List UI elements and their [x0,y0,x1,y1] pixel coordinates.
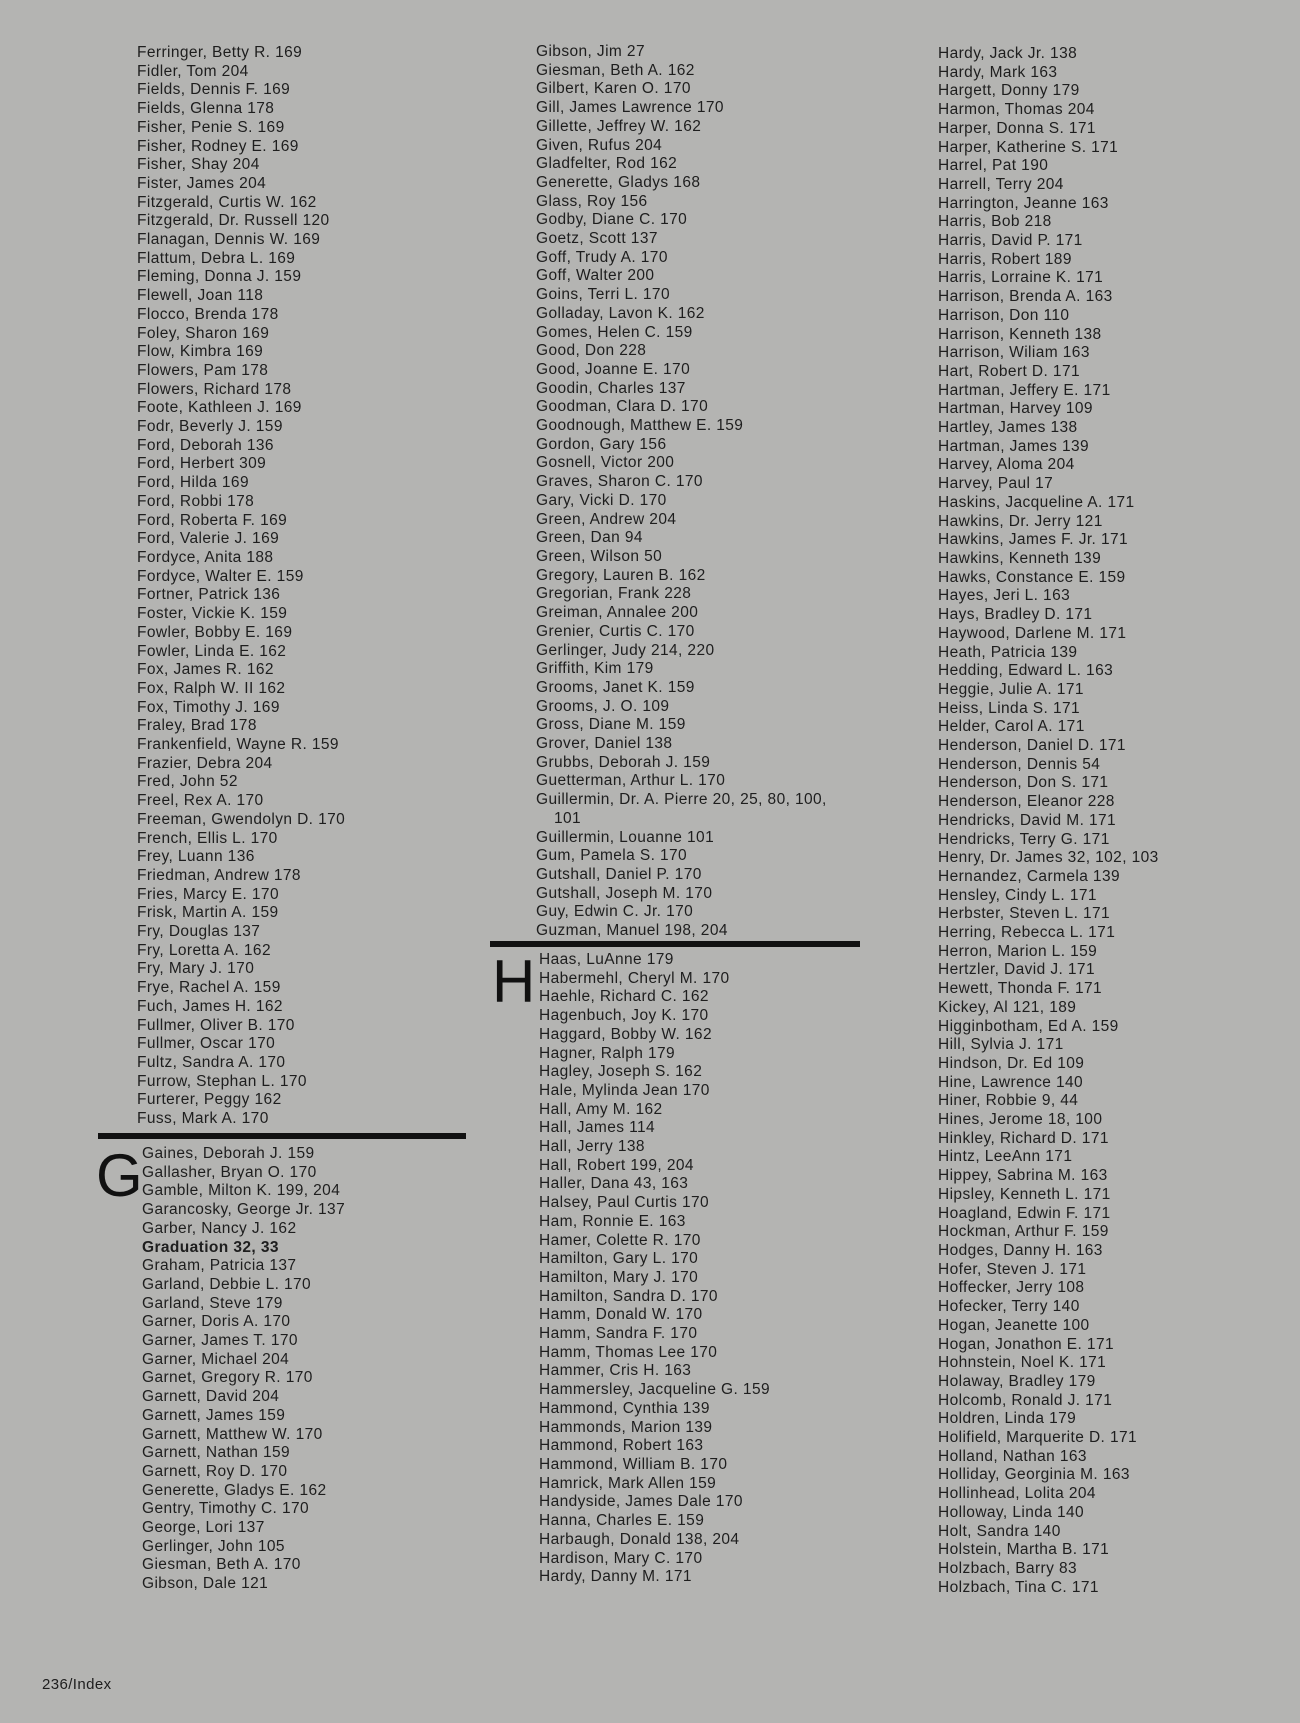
column-1-g-list [142,1145,345,1594]
index-entry: Freeman, Gwendolyn D. 170 [137,810,346,828]
index-entry: Gordon, Gary 156 [536,435,667,453]
index-entry: Fry, Douglas 137 [137,923,261,941]
index-entry: Hammond, William B. 170 [539,1455,728,1473]
index-entry: Hawkins, Kenneth 139 [938,549,1102,567]
index-entry: Fister, James 204 [137,174,267,192]
index-entry: Haehle, Richard C. 162 [539,988,709,1006]
index-entry: Harris, Robert 189 [938,250,1072,268]
index-entry: Holt, Sandra 140 [938,1522,1061,1540]
index-entry: Fortner, Patrick 136 [137,586,281,604]
index-entry: Friedman, Andrew 178 [137,866,301,884]
index-entry: Hofecker, Terry 140 [938,1298,1080,1316]
index-entry: Fraley, Brad 178 [137,717,257,735]
index-entry: Gosnell, Victor 200 [536,454,675,472]
index-entry: Ford, Deborah 136 [137,436,274,454]
index-entry: Henry, Dr. James 32, 102, 103 [938,849,1159,867]
index-entry: Hartman, Harvey 109 [938,400,1093,418]
index-entry: Fultz, Sandra A. 170 [137,1053,286,1071]
index-entry: Harris, Lorraine K. 171 [938,269,1104,287]
index-entry: Hindson, Dr. Ed 109 [938,1054,1085,1072]
index-entry: Garland, Steve 179 [142,1294,283,1312]
index-entry: Gerlinger, Judy 214, 220 [536,641,715,659]
index-entry: Holliday, Georginia M. 163 [938,1466,1130,1484]
index-entry: Grenier, Curtis C. 170 [536,622,695,640]
index-entry: Garnett, Matthew W. 170 [142,1425,323,1443]
index-entry: Garnett, Roy D. 170 [142,1462,288,1480]
index-entry: Gregorian, Frank 228 [536,585,692,603]
index-entry: George, Lori 137 [142,1519,265,1537]
index-entry: Godby, Diane C. 170 [536,211,688,229]
index-entry: Frey, Luann 136 [137,848,255,866]
index-entry: Flanagan, Dennis W. 169 [137,231,321,249]
index-entry: Furterer, Peggy 162 [137,1091,282,1109]
index-entry: Hardy, Mark 163 [938,63,1058,81]
index-entry: Hardison, Mary C. 170 [539,1549,703,1567]
index-entry: Harrison, Don 110 [938,306,1070,324]
index-entry: Hale, Mylinda Jean 170 [539,1081,710,1099]
index-entry: Flow, Kimbra 169 [137,343,264,361]
index-entry: Green, Dan 94 [536,529,643,547]
index-entry: Hagenbuch, Joy K. 170 [539,1007,709,1025]
section-divider-h [490,941,860,947]
index-entry: Fry, Loretta A. 162 [137,941,271,959]
index-entry: Hockman, Arthur F. 159 [938,1223,1109,1241]
index-entry: Ford, Hilda 169 [137,474,249,492]
index-entry: Frazier, Debra 204 [137,754,273,772]
index-entry: Garnet, Gregory R. 170 [142,1369,313,1387]
index-entry: Goff, Trudy A. 170 [536,248,668,266]
index-entry: Garancosky, George Jr. 137 [142,1201,346,1219]
index-entry: Hamilton, Gary L. 170 [539,1250,699,1268]
index-entry: Grooms, J. O. 109 [536,697,670,715]
index-entry: Hinkley, Richard D. 171 [938,1129,1109,1147]
index-entry: Fred, John 52 [137,773,238,791]
index-entry: Hines, Jerome 18, 100 [938,1111,1103,1129]
index-entry: Golladay, Lavon K. 162 [536,304,705,322]
index-entry: Fuch, James H. 162 [137,997,283,1015]
index-entry: Garner, Michael 204 [142,1350,290,1368]
index-entry: Gross, Diane M. 159 [536,716,686,734]
index-entry: Gregory, Lauren B. 162 [536,566,706,584]
index-entry: Good, Joanne E. 170 [536,360,691,378]
index-entry: Hall, Amy M. 162 [539,1100,663,1118]
index-entry: Holcomb, Ronald J. 171 [938,1391,1113,1409]
index-entry: Fields, Dennis F. 169 [137,81,291,99]
index-entry: Garner, Doris A. 170 [142,1313,291,1331]
index-entry: Fleming, Donna J. 159 [137,268,302,286]
index-entry: Frye, Rachel A. 159 [137,979,281,997]
index-entry: Hendricks, Terry G. 171 [938,830,1110,848]
index-entry: Garnett, Nathan 159 [142,1444,291,1462]
index-entry: Fidler, Tom 204 [137,62,249,80]
index-entry: Fullmer, Oscar 170 [137,1035,276,1053]
index-entry: Holdren, Linda 179 [938,1410,1077,1428]
index-entry: Gaines, Deborah J. 159 [142,1145,315,1162]
index-entry: Hayes, Jeri L. 163 [938,587,1071,605]
index-entry: Fox, James R. 162 [137,661,274,679]
index-entry: Green, Andrew 204 [536,510,677,528]
index-entry: Hohnstein, Noel K. 171 [938,1354,1107,1372]
index-entry: Gerlinger, John 105 [142,1537,285,1555]
index-entry: Hartley, James 138 [938,419,1078,437]
index-entry: Given, Rufus 204 [536,136,663,154]
index-entry: Hart, Robert D. 171 [938,362,1080,380]
index-entry: Harrison, Brenda A. 163 [938,288,1113,306]
index-entry: Gutshall, Daniel P. 170 [536,865,702,883]
index-entry: Hall, Jerry 138 [539,1138,645,1156]
index-entry: Harrison, Kenneth 138 [938,325,1102,343]
index-entry: Fitzgerald, Curtis W. 162 [137,193,317,211]
index-entry: Gill, James Lawrence 170 [536,99,724,117]
index-entry: Gentry, Timothy C. 170 [142,1500,310,1518]
index-entry: Gary, Vicki D. 170 [536,491,667,509]
index-entry: Hammersley, Jacqueline G. 159 [539,1381,770,1399]
index-entry: Flewell, Joan 118 [137,287,264,305]
index-entry: Foley, Sharon 169 [137,324,270,342]
index-entry: Hedding, Edward L. 163 [938,662,1114,680]
index-entry: Goodnough, Matthew E. 159 [536,417,744,435]
index-entry: Heiss, Linda S. 171 [938,699,1081,717]
index-entry: Holland, Nathan 163 [938,1447,1087,1465]
index-entry: Hawkins, Dr. Jerry 121 [938,512,1103,530]
index-entry: Holifield, Marquerite D. 171 [938,1429,1138,1447]
index-entry: Holstein, Martha B. 171 [938,1541,1110,1559]
index-entry: Halsey, Paul Curtis 170 [539,1194,710,1212]
index-entry: Hardy, Jack Jr. 138 [938,45,1078,62]
index-entry: Hardy, Danny M. 171 [539,1568,692,1586]
index-entry: Hamilton, Mary J. 170 [539,1268,699,1286]
index-entry: Generette, Gladys 168 [536,173,701,191]
index-entry: Harper, Donna S. 171 [938,119,1096,137]
index-entry: Gillette, Jeffrey W. 162 [536,117,702,135]
index-entry: Freel, Rex A. 170 [137,792,264,810]
index-entry: Hammer, Cris H. 163 [539,1362,692,1380]
index-entry: Handyside, James Dale 170 [539,1493,743,1511]
column-3-h-list [938,45,1159,1597]
index-entry: 101 [554,809,582,827]
index-entry: Hintz, LeeAnn 171 [938,1148,1073,1166]
index-entry: Fisher, Shay 204 [137,156,260,174]
index-entry: Goff, Walter 200 [536,267,655,285]
index-entry: Gomes, Helen C. 159 [536,323,693,341]
index-entry: Hamer, Colette R. 170 [539,1231,701,1249]
index-entry: Fox, Timothy J. 169 [137,698,280,716]
index-entry: Hoffecker, Jerry 108 [938,1279,1085,1297]
index-entry: Hargett, Donny 179 [938,82,1080,100]
index-entry: Haskins, Jacqueline A. 171 [938,493,1135,511]
index-entry: Henderson, Don S. 171 [938,774,1109,792]
index-entry: Hamm, Donald W. 170 [539,1306,703,1324]
index-entry: Gum, Pamela S. 170 [536,847,688,865]
index-entry: Goetz, Scott 137 [536,230,658,248]
index-entry: Fordyce, Anita 188 [137,548,274,566]
index-entry: Heggie, Julie A. 171 [938,680,1084,698]
index-entry: Holzbach, Tina C. 171 [938,1578,1099,1596]
index-entry: Haggard, Bobby W. 162 [539,1025,712,1043]
index-entry: Grooms, Janet K. 159 [536,678,695,696]
index-entry: Harris, David P. 171 [938,232,1083,250]
index-entry: Hogan, Jonathon E. 171 [938,1335,1114,1353]
index-entry: Hawkins, James F. Jr. 171 [938,531,1129,549]
index-entry: Hewett, Thonda F. 171 [938,980,1103,998]
index-entry: Ferringer, Betty R. 169 [137,44,303,61]
index-entry: Kickey, Al 121, 189 [938,998,1077,1016]
index-entry: Grover, Daniel 138 [536,735,673,753]
index-entry: Herbster, Steven L. 171 [938,905,1111,923]
index-entry: Hertzler, David J. 171 [938,961,1095,979]
index-entry: Generette, Gladys E. 162 [142,1481,327,1499]
index-entry: Giesman, Beth A. 162 [536,61,695,79]
index-entry: Hanna, Charles E. 159 [539,1512,705,1530]
index-entry: Green, Wilson 50 [536,547,663,565]
index-entry: Harvey, Paul 17 [938,475,1054,493]
index-entry: Hill, Sylvia J. 171 [938,1036,1064,1054]
index-entry: Guillermin, Louanne 101 [536,828,715,846]
index-entry: Hoagland, Edwin F. 171 [938,1204,1111,1222]
index-entry: Hagner, Ralph 179 [539,1044,676,1062]
index-entry: Goins, Terri L. 170 [536,286,670,304]
index-entry: Garnett, David 204 [142,1388,280,1406]
index-entry: Garnett, James 159 [142,1406,286,1424]
index-entry: Hiner, Robbie 9, 44 [938,1092,1079,1110]
index-entry: Harmon, Thomas 204 [938,101,1095,119]
index-entry: Hamm, Sandra F. 170 [539,1325,698,1343]
index-entry: Hall, James 114 [539,1119,655,1137]
index-entry: Hays, Bradley D. 171 [938,606,1093,624]
index-entry: Holaway, Bradley 179 [938,1372,1096,1390]
index-entry: French, Ellis L. 170 [137,829,278,847]
index-entry: Gallasher, Bryan O. 170 [142,1163,317,1181]
index-entry: Harrel, Pat 190 [938,157,1049,175]
index-entry: Guillermin, Dr. A. Pierre 20, 25, 80, 100, [536,791,827,809]
index-entry: Harris, Bob 218 [938,213,1052,231]
index-entry: Gutshall, Joseph M. 170 [536,884,713,902]
index-entry: Flattum, Debra L. 169 [137,249,296,267]
index-entry: Gibson, Dale 121 [142,1575,269,1593]
index-entry: Hamilton, Sandra D. 170 [539,1287,718,1305]
index-entry: Haas, LuAnne 179 [539,951,674,968]
index-entry: Herron, Marion L. 159 [938,942,1098,960]
index-entry: Graduation 32, 33 [142,1238,279,1256]
section-letter-h: H [492,948,536,1015]
index-entry: Fisher, Rodney E. 169 [137,137,299,155]
index-entry: Flocco, Brenda 178 [137,305,279,323]
index-entry: Ham, Ronnie E. 163 [539,1212,686,1230]
index-entry: Hodges, Danny H. 163 [938,1242,1103,1259]
index-entry: Harbaugh, Donald 138, 204 [539,1530,740,1548]
index-entry: Hensley, Cindy L. 171 [938,886,1097,904]
index-entry: Gilbert, Karen O. 170 [536,80,691,98]
index-entry: Flowers, Pam 178 [137,361,269,379]
index-entry: Graves, Sharon C. 170 [536,473,703,491]
index-entry: Hamrick, Mark Allen 159 [539,1474,717,1492]
index-entry: Haller, Dana 43, 163 [539,1175,689,1193]
index-entry: Henderson, Dennis 54 [938,755,1101,773]
index-entry: Fry, Mary J. 170 [137,960,255,978]
index-entry: Frankenfield, Wayne R. 159 [137,736,339,754]
index-entry: Harrison, Wiliam 163 [938,344,1090,362]
index-entry: Griffith, Kim 179 [536,660,654,678]
index-entry: Fries, Marcy E. 170 [137,885,279,903]
section-letter-g: G [96,1142,143,1209]
index-entry: Fields, Glenna 178 [137,100,275,118]
index-entry: Henderson, Eleanor 228 [938,793,1115,811]
index-entry: Fox, Ralph W. II 162 [137,679,286,697]
index-entry: Garland, Debbie L. 170 [142,1275,312,1293]
index-entry: Hofer, Steven J. 171 [938,1260,1087,1278]
index-entry: Hollinhead, Lolita 204 [938,1485,1096,1503]
index-entry: Harrington, Jeanne 163 [938,194,1109,212]
index-entry: Haywood, Darlene M. 171 [938,624,1127,642]
index-entry: Hippey, Sabrina M. 163 [938,1167,1108,1185]
column-2-h-list [539,951,770,1587]
index-entry: Garber, Nancy J. 162 [142,1219,297,1237]
index-entry: Good, Don 228 [536,342,647,360]
index-entry: Hernandez, Carmela 139 [938,867,1120,885]
index-entry: Graham, Patricia 137 [142,1257,297,1275]
index-entry: Guzman, Manuel 198, 204 [536,922,728,940]
index-entry: Guetterman, Arthur L. 170 [536,772,726,790]
index-entry: Furrow, Stephan L. 170 [137,1072,307,1090]
index-entry: Hogan, Jeanette 100 [938,1316,1090,1334]
index-entry: Goodin, Charles 137 [536,379,686,397]
index-entry: Fisher, Penie S. 169 [137,118,285,136]
index-entry: Hammond, Cynthia 139 [539,1399,710,1417]
index-entry: Greiman, Annalee 200 [536,604,699,622]
index-entry: Gamble, Milton K. 199, 204 [142,1182,341,1200]
index-entry: Hine, Lawrence 140 [938,1073,1084,1091]
index-entry: Hartman, Jeffery E. 171 [938,381,1111,399]
index-entry: Harper, Katherine S. 171 [938,138,1119,156]
index-entry: Fowler, Bobby E. 169 [137,623,293,641]
index-entry: Henderson, Daniel D. 171 [938,737,1126,755]
column-2-g-list [536,43,827,941]
index-entry: Grubbs, Deborah J. 159 [536,753,711,771]
index-entry: Hall, Robert 199, 204 [539,1156,694,1174]
index-entry: Hamm, Thomas Lee 170 [539,1343,718,1361]
index-entry: Ford, Robbi 178 [137,492,255,510]
index-entry: Garner, James T. 170 [142,1332,298,1350]
index-entry: Hawks, Constance E. 159 [938,568,1126,586]
column-1-f-list [137,44,345,1129]
index-entry: Ford, Roberta F. 169 [137,511,288,529]
index-entry: Frisk, Martin A. 159 [137,904,279,922]
index-entry: Hammonds, Marion 139 [539,1418,713,1436]
index-entry: Fitzgerald, Dr. Russell 120 [137,212,330,230]
index-entry: Harvey, Aloma 204 [938,456,1075,474]
index-entry: Holzbach, Barry 83 [938,1559,1078,1577]
index-entry: Holloway, Linda 140 [938,1503,1085,1521]
index-entry: Herring, Rebecca L. 171 [938,924,1116,942]
index-entry: Gladfelter, Rod 162 [536,155,678,173]
index-entry: Ford, Herbert 309 [137,455,267,473]
index-entry: Hipsley, Kenneth L. 171 [938,1185,1111,1203]
index-entry: Gibson, Jim 27 [536,43,645,60]
index-entry: Glass, Roy 156 [536,192,648,210]
index-entry: Hammond, Robert 163 [539,1437,704,1455]
index-entry: Foote, Kathleen J. 169 [137,399,302,417]
page-footer: 236/Index [42,1676,112,1693]
index-entry: Flowers, Richard 178 [137,380,292,398]
index-entry: Higginbotham, Ed A. 159 [938,1017,1119,1035]
index-entry: Fuss, Mark A. 170 [137,1110,269,1128]
index-entry: Giesman, Beth A. 170 [142,1556,301,1574]
index-entry: Helder, Carol A. 171 [938,718,1085,736]
index-entry: Harrell, Terry 204 [938,175,1064,193]
index-entry: Fowler, Linda E. 162 [137,642,287,660]
index-entry: Hartman, James 139 [938,437,1090,455]
section-divider-g [98,1133,466,1139]
index-entry: Fodr, Beverly J. 159 [137,418,283,436]
index-entry: Hendricks, David M. 171 [938,811,1117,829]
index-entry: Guy, Edwin C. Jr. 170 [536,903,694,921]
index-entry: Heath, Patricia 139 [938,643,1078,661]
index-entry: Foster, Vickie K. 159 [137,605,288,623]
index-entry: Goodman, Clara D. 170 [536,398,709,416]
index-entry: Fullmer, Oliver B. 170 [137,1016,295,1034]
index-entry: Ford, Valerie J. 169 [137,530,280,548]
index-entry: Habermehl, Cheryl M. 170 [539,969,730,987]
index-entry: Fordyce, Walter E. 159 [137,567,304,585]
index-entry: Hagley, Joseph S. 162 [539,1063,703,1081]
